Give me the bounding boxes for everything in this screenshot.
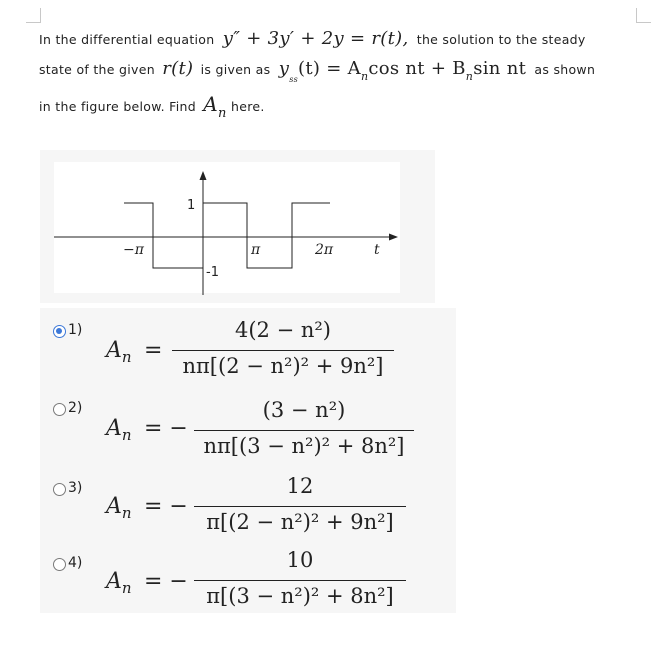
question-text: In the differential equation (39, 32, 215, 47)
option-lhs: $A_n$ (106, 338, 132, 366)
option-number: 4) (68, 555, 83, 571)
option-sign: = (144, 338, 163, 363)
question-line-1 (39, 28, 639, 49)
square-wave-figure (40, 150, 435, 303)
square-wave-svg (40, 150, 435, 303)
option-4[interactable] (40, 536, 456, 612)
radio-button-selected[interactable] (53, 325, 66, 338)
option-2[interactable] (40, 388, 456, 464)
steady-state-subscript: ss (289, 75, 299, 84)
option-lhs: $A_n$ (106, 416, 132, 444)
option-number: 3) (68, 480, 83, 496)
fraction-bar (194, 580, 406, 581)
option-sign: = − (144, 494, 188, 519)
option-numerator: 12 (286, 474, 314, 498)
question-text: state of the given (39, 62, 155, 77)
corner-mark-left (26, 8, 41, 23)
label-pi: π (251, 242, 261, 258)
option-denominator: nπ[(2 − n²)² + 9n²] (182, 354, 384, 378)
radio-button[interactable] (53, 403, 66, 416)
option-number: 1) (68, 322, 83, 338)
question-line-2 (39, 58, 639, 84)
steady-state-n-sub: n (465, 70, 474, 83)
question-text: here. (231, 99, 265, 114)
option-sign: = − (144, 416, 188, 441)
label-neg-pi: −π (123, 242, 144, 258)
fraction-bar (194, 506, 406, 507)
answer-options (40, 308, 456, 613)
label-one: 1 (187, 198, 196, 213)
radio-button[interactable] (53, 483, 66, 496)
option-numerator: (3 − n²) (262, 398, 346, 422)
option-sign: = − (144, 569, 188, 594)
find-A-sub: n (218, 106, 227, 121)
question-text: in the figure below. Find (39, 99, 196, 114)
label-two-pi: 2π (315, 242, 334, 258)
option-denominator: nπ[(3 − n²)² + 8n²] (203, 434, 405, 458)
steady-state-rhs: cos nt + B (368, 58, 466, 79)
option-numerator: 10 (286, 548, 314, 572)
steady-state-y: y (278, 58, 290, 79)
option-3[interactable] (40, 464, 456, 540)
question-line-3 (39, 92, 639, 121)
fraction-bar (172, 350, 394, 351)
radio-button[interactable] (53, 558, 66, 571)
option-lhs: $A_n$ (106, 569, 132, 597)
question-text: is given as (200, 62, 271, 77)
label-minus-one: -1 (206, 265, 219, 280)
corner-mark-right (636, 8, 651, 23)
question-text: the solution to the steady (416, 32, 586, 47)
steady-state-n-sub: n (360, 70, 369, 83)
option-denominator: π[(2 − n²)² + 9n²] (206, 510, 394, 534)
steady-state-rhs: sin nt (473, 58, 527, 79)
option-1[interactable] (40, 312, 456, 388)
r-of-t: r(t) (162, 58, 194, 79)
differential-equation: y″ + 3y′ + 2y = r(t), (222, 28, 409, 49)
fraction-bar (194, 430, 414, 431)
question-text: as shown (534, 62, 596, 77)
option-number: 2) (68, 400, 83, 416)
option-denominator: π[(3 − n²)² + 8n²] (206, 584, 394, 608)
find-A: A (203, 92, 219, 116)
label-t: t (374, 242, 380, 258)
steady-state-rhs: (t) = A (298, 58, 361, 79)
option-numerator: 4(2 − n²) (235, 318, 331, 342)
option-lhs: $A_n$ (106, 494, 132, 522)
